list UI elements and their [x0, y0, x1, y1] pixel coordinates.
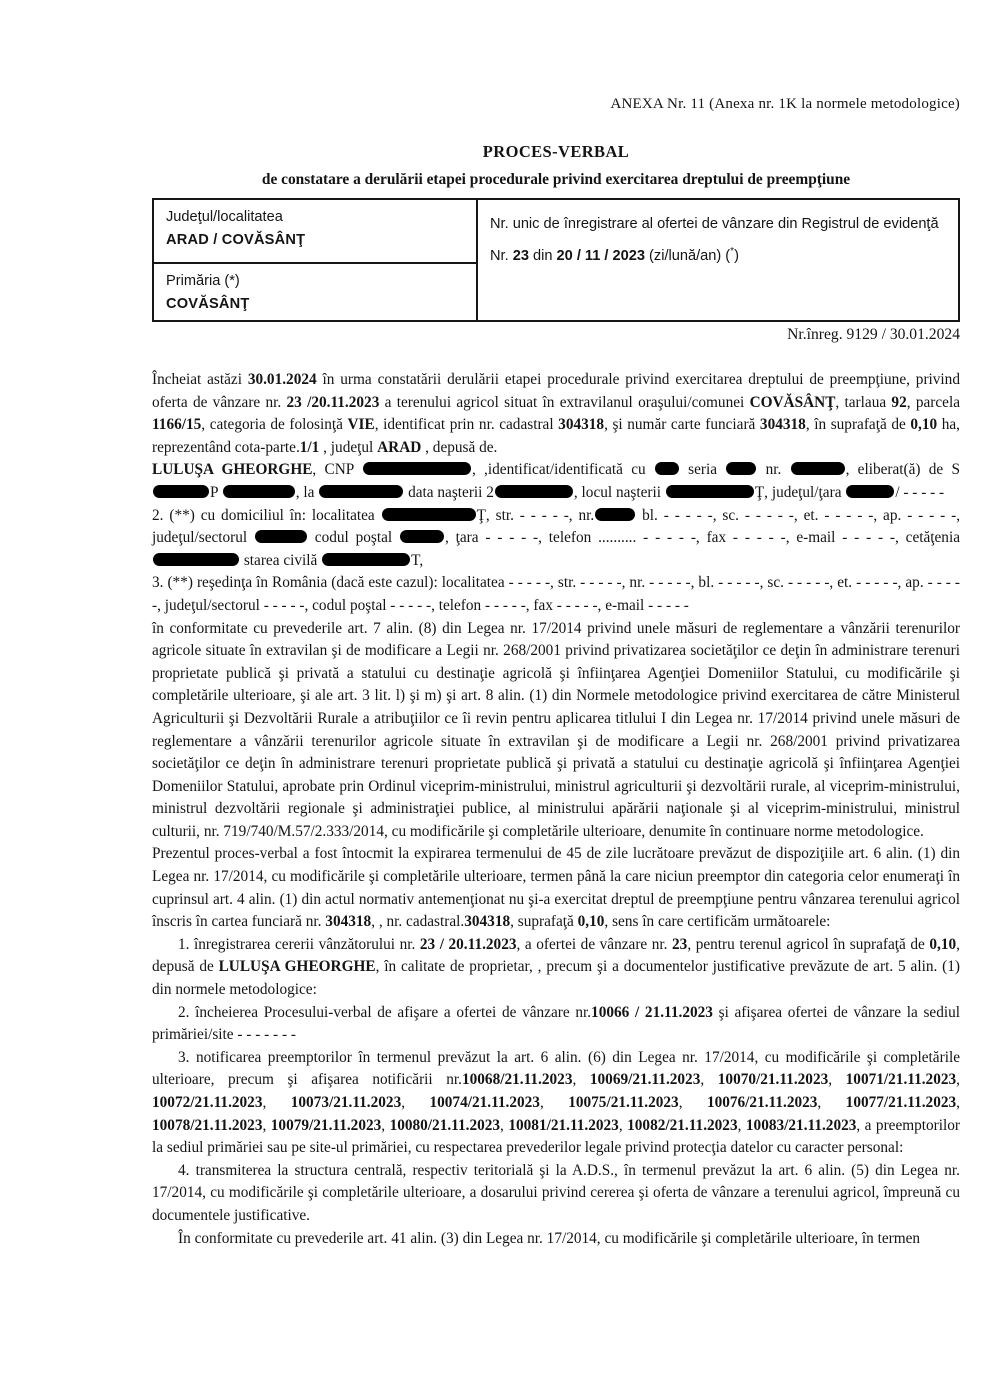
text: În conformitate cu prevederile art. 41 alin. (3) din Legea nr. 17/2014, cu modificările şi completările ulterioare, în termen	[178, 1229, 921, 1247]
bold-text: 23	[672, 935, 688, 953]
bold-text: 23	[512, 248, 529, 264]
text: , judeţul	[319, 438, 378, 456]
text: , identificat prin nr. cadastral	[374, 416, 559, 434]
bold-text: 304318	[759, 416, 806, 434]
paragraph-8	[152, 1002, 960, 1047]
text: , sens în care certificăm următoarele:	[604, 913, 831, 931]
text: , la	[295, 483, 319, 501]
table-cell-registration-info	[478, 200, 958, 320]
bold-text: 92	[891, 393, 907, 411]
paragraph-10	[152, 1160, 960, 1228]
text: Nr.	[490, 248, 513, 264]
text: P	[210, 483, 222, 501]
text: , în suprafaţă de	[805, 416, 911, 434]
bold-text: 10074/21.11.2023	[429, 1094, 540, 1111]
bold-text: 10083/21.11.2023	[745, 1116, 857, 1134]
document-subtitle: de constatare a derulării etapei procedurale privind exercitarea dreptului de preempţiune	[261, 171, 851, 188]
judet-label: Judeţul/localitatea	[166, 209, 283, 225]
annex-note: ANEXA Nr. 11 (Anexa nr. 1K la normele metodologice)	[610, 96, 960, 112]
redaction-bar	[255, 530, 307, 543]
bold-text: 304318	[325, 913, 372, 931]
text: ,	[401, 1094, 430, 1111]
text: bl. - - - - -, sc. - - - - -, et. - - - - -, ap. - - - - -, judeţul/sectorul	[152, 506, 961, 547]
bold-text: VIE	[347, 416, 375, 434]
bold-text: LULUŞA GHEORGHE	[218, 958, 376, 976]
bold-text: 10070/21.11.2023	[717, 1071, 829, 1089]
text: , în calitate de proprietar, , precum şi a documentelor justificative prevăzute de art. 5 alin. (1) din normele metodologice:	[152, 958, 960, 999]
text: / - - - - -	[895, 483, 945, 501]
text: , parcela	[906, 393, 960, 411]
bold-text: COVĂSÂNŢ	[749, 393, 836, 411]
text: , pentru terenul agricol în suprafaţă de	[687, 935, 930, 953]
paragraph-4	[152, 572, 960, 617]
redaction-bar	[153, 553, 239, 566]
redaction-bar	[726, 462, 756, 475]
text: T,	[411, 551, 424, 569]
paragraph-1	[152, 369, 960, 459]
text: ,	[817, 1094, 846, 1111]
redaction-bar	[223, 485, 295, 498]
redaction-bar	[400, 530, 444, 543]
text: codul poştal	[307, 529, 399, 547]
redaction-bar	[595, 508, 635, 521]
text: seria	[679, 461, 726, 479]
bold-text: 30.01.2024	[247, 371, 317, 388]
text: )	[734, 248, 739, 264]
registration-number: Nr.înreg. 9129 / 30.01.2024	[787, 326, 960, 343]
text: în conformitate cu prevederile art. 7 alin. (8) din Legea nr. 17/2014 privind unele măsuri de reglementare a vânzării terenurilor agricole situate în extravilan şi de modificare a Legii nr. 268/2001 privind privatizarea societăţilor ce deţin în administrare terenuri proprietate publică şi privată a statului cu destinaţie agricolă şi înfiinţarea Agenţiei Domeniilor Statului, cu modificările şi completările ulterioare, şi ale art. 3 lit. l) şi m) şi art. 8 alin. (1) din Normele metodologice privind exercitarea de către Ministerul Agriculturii şi Dezvoltării Rurale a atribuţiilor ce îi revin pentru aplicarea titlului I din Legea nr. 17/2014 privind unele măsuri de reglementare a vânzării terenurilor agricole situate în extravilan şi de modificare a Legii nr. 268/2001 privind privatizarea societăţilor ce deţin în administrare terenuri proprietate publică şi privată a statului cu destinaţie agricolă şi înfiinţarea Agenţiei Domeniilor Statului, aprobate prin Ordinul viceprim-ministrului, ministrul agriculturii şi dezvoltării rurale, al viceprim-ministrului, ministrul dezvoltării regionale şi administraţiei publice, al ministrului apărării naţionale şi al viceprim-ministrului, ministrul culturii, nr. 719/740/M.57/2.333/2014, cu modificările şi completările ulterioare, denumite în continuare norme metodologice.	[152, 619, 960, 840]
registration-table	[152, 198, 960, 322]
text: , ţara - - - - -, telefon .......... - - - - -, fax - - - - -, e-mail - - - - -, cetăţenia	[444, 529, 960, 547]
bold-text: 10071/21.11.2023	[845, 1071, 957, 1089]
text: Încheiat astăzi	[152, 371, 248, 388]
text: ha, reprezentând cota-parte.	[152, 416, 961, 456]
text: data naşterii 2	[404, 483, 494, 501]
text: ,	[262, 1116, 271, 1134]
bold-text: 0,10	[929, 935, 957, 953]
bold-text: 10077/21.11.2023	[845, 1094, 957, 1111]
bold-text: ARAD	[377, 438, 422, 456]
text: , depusă de.	[421, 438, 498, 456]
text: , , nr. cadastral.	[371, 913, 465, 931]
text: ,	[700, 1071, 718, 1089]
bold-text: 10073/21.11.2023	[290, 1094, 402, 1111]
table-cell-primaria	[154, 264, 476, 320]
bold-text: 10069/21.11.2023	[589, 1071, 701, 1089]
text: ,	[678, 1094, 707, 1111]
redaction-bar	[655, 462, 679, 475]
bold-text: 10076/21.11.2023	[706, 1094, 818, 1111]
redaction-bar	[382, 508, 476, 521]
paragraph-11	[152, 1228, 960, 1251]
bold-text: 304318	[558, 416, 605, 434]
text: , tarlaua	[835, 393, 892, 411]
text: ,	[737, 1116, 746, 1134]
text: nr.	[757, 461, 790, 479]
paragraph-3	[152, 505, 960, 573]
bold-text: 10068/21.11.2023	[461, 1071, 573, 1089]
text: Prezentul proces-verbal a fost întocmit la expirarea termenului de 45 de zile lucrătoare prevăzut de dispoziţiile art. 6 alin. (1) din Legea nr. 17/2014, cu modificările şi completările ulterioare, termen până la care niciun preemptor din categoria celor enumeraţi în cuprinsul art. 4 alin. (1) din actul normativ antemenţionat nu şi-a exercitat dreptul de preempţiune pentru vânzarea terenului agricol înscris în cartea funciară nr.	[152, 845, 960, 931]
redaction-bar	[495, 485, 573, 498]
registration-info-line1: Nr. unic de înregistrare al ofertei de vânzare din Registrul de evidenţă	[490, 216, 939, 232]
text: , locul naşterii	[573, 483, 665, 501]
bold-text: 10066 / 21.11.2023	[591, 1003, 713, 1021]
bold-text: 10080/21.11.2023	[389, 1116, 501, 1134]
bold-text: 10072/21.11.2023	[152, 1094, 263, 1111]
superscript-text: *	[730, 246, 735, 258]
bold-text: 304318	[464, 913, 511, 931]
registration-table-left-column	[154, 200, 478, 320]
redaction-bar	[322, 553, 410, 566]
bold-text: 0,10	[910, 416, 938, 434]
text: , a preemptorilor la sediul primăriei sau pe site-ul primăriei, cu respectarea prevederilor legale privind protecţia datelor cu caracter personal:	[152, 1116, 961, 1157]
text: ,	[381, 1116, 390, 1134]
text: , CNP	[312, 461, 362, 479]
paragraph-2	[152, 459, 960, 504]
text: starea civilă	[240, 551, 322, 569]
text: a terenului agricol situat în extravilanul oraşului/comunei	[379, 393, 750, 411]
bold-text: 1/1	[299, 438, 320, 456]
text: , şi număr carte funciară	[604, 416, 760, 434]
text: , suprafaţă	[510, 913, 578, 931]
bold-text: 0,10	[577, 913, 605, 931]
bold-text: 10081/21.11.2023	[508, 1116, 619, 1134]
text: ,	[572, 1071, 590, 1089]
text: 1. înregistrarea cererii vânzătorului nr.	[178, 935, 420, 953]
bold-text: LULUŞA GHEORGHE	[152, 461, 313, 479]
paragraph-7	[152, 934, 960, 1002]
text: (zi/lună/an) (	[644, 248, 731, 264]
redaction-bar	[363, 462, 471, 475]
bold-text: 10079/21.11.2023	[270, 1116, 382, 1134]
text: 3. (**) reşedinţa în România (dacă este cazul): localitatea - - - - -, str. - - - - -, nr. - - - - -, bl. - - - - -, sc. - - - - -, et. - - - - -, ap. - - - - -, judeţul/sectorul - - - - -, codul poştal - - - - -, telefon - - - - -, fax - - - - -, e-mail - - - - -	[152, 574, 960, 614]
judet-value: ARAD / COVĂSÂNŢ	[166, 232, 306, 248]
text: ,	[956, 1071, 960, 1089]
redaction-bar	[791, 462, 845, 475]
paragraph-6	[152, 843, 960, 933]
primaria-value: COVĂSÂNŢ	[166, 296, 250, 312]
text: în urma constatării derulării etapei procedurale privind exercitarea dreptului de preempţiune, privind oferta de vânzare nr.	[152, 371, 960, 411]
text: şi afişarea ofertei de vânzare la sediul primăriei/site - - - - - - -	[152, 1003, 960, 1044]
text: ,	[618, 1116, 628, 1134]
text: din	[528, 248, 557, 264]
bold-text: 10082/21.11.2023	[627, 1116, 738, 1134]
bold-text: 1166/15	[152, 416, 202, 434]
redaction-bar	[319, 485, 403, 498]
text: , a ofertei de vânzare nr.	[516, 935, 673, 953]
redaction-bar	[153, 485, 209, 498]
paragraph-5	[152, 618, 960, 844]
text: ,	[500, 1116, 509, 1134]
paragraph-9	[152, 1047, 960, 1160]
text: ,	[539, 1094, 569, 1111]
primaria-label: Primăria (*)	[166, 273, 240, 289]
table-cell-judet	[154, 200, 476, 264]
text: Ţ, judeţul/ţara	[754, 483, 846, 501]
bold-text: 23 /20.11.2023	[286, 393, 380, 411]
bold-text: 10078/21.11.2023	[152, 1116, 263, 1134]
redaction-bar	[846, 485, 894, 498]
text: 2. încheierea Procesului-verbal de afişare a ofertei de vânzare nr.	[178, 1003, 592, 1021]
redaction-bar	[666, 485, 754, 498]
bold-text: 10075/21.11.2023	[568, 1094, 679, 1111]
text: , ,identificat/identificată cu	[471, 461, 654, 479]
bold-text: 20 / 11 / 2023	[556, 248, 645, 264]
text: , eliberat(ă) de S	[845, 461, 960, 479]
text: 3. notificarea preemptorilor în termenul prevăzut la art. 6 alin. (6) din Legea nr. 17/2014, cu modificările şi completările ulterioare, precum şi afişarea notificării nr.	[152, 1048, 960, 1089]
text: , depusă de	[152, 935, 960, 976]
text: ,	[828, 1071, 846, 1089]
document-title: PROCES-VERBAL	[482, 142, 630, 161]
bold-text: 23 / 20.11.2023	[419, 935, 517, 953]
text: 2. (**) cu domiciliul în: localitatea	[152, 506, 381, 524]
registration-info-line2	[490, 241, 946, 272]
text: Ţ, str. - - - - -, nr.	[476, 506, 595, 524]
text: ,	[956, 1094, 960, 1111]
text: 4. transmiterea la structura centrală, respectiv teritorială şi la A.D.S., în termenul prevăzut la art. 6 alin. (5) din Legea nr. 17/2014, cu modificările şi completările ulterioare, a dosarului privind cererea şi oferta de vânzare a terenului agricol, împreună cu documentele justificative.	[152, 1161, 960, 1224]
text: ,	[262, 1094, 291, 1111]
text: , categoria de folosinţă	[201, 416, 348, 434]
document-body	[152, 369, 960, 1250]
